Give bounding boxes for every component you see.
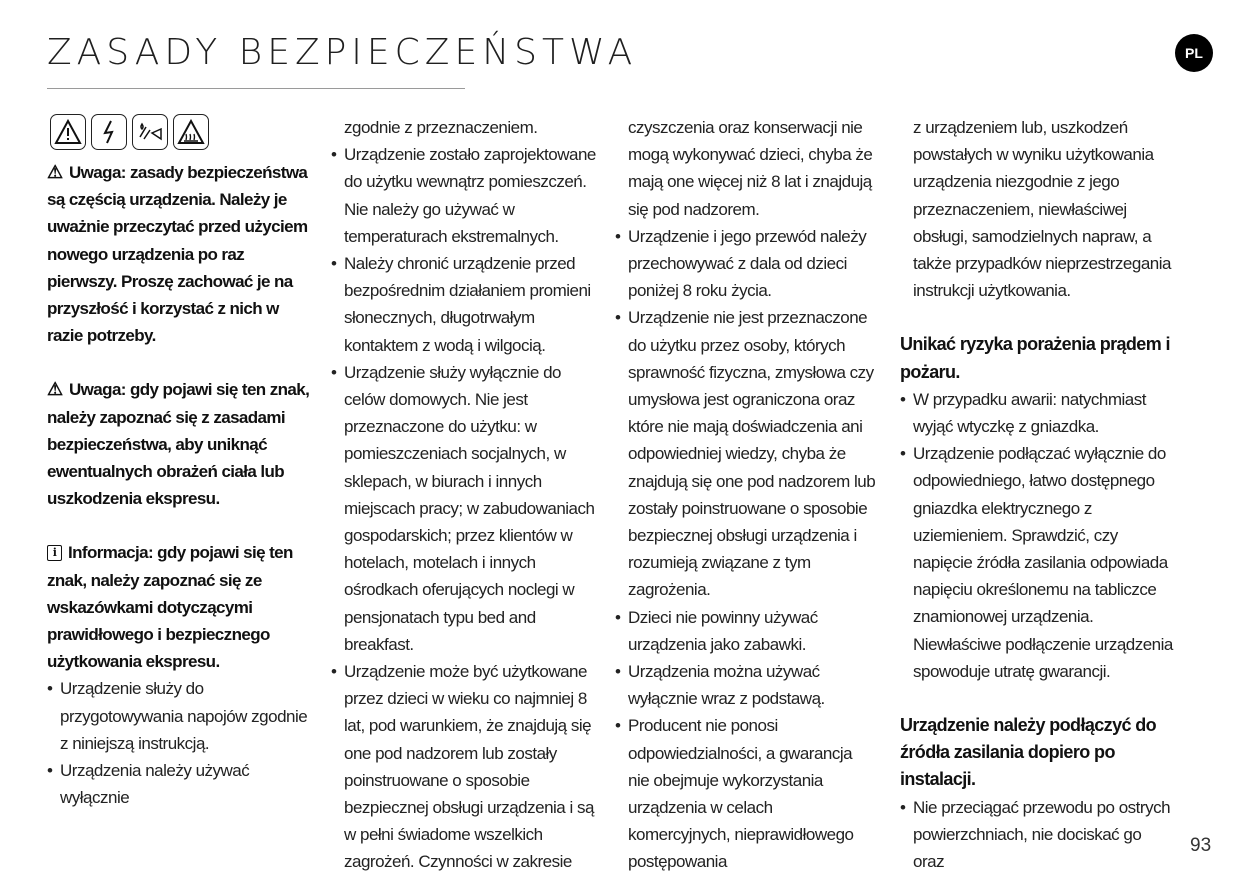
page-number: 93: [1190, 835, 1212, 856]
warning-triangle-icon: ⚠: [47, 162, 63, 182]
safety-icons-row: [50, 114, 209, 150]
title-divider: [47, 88, 465, 89]
list-item: • Urządzenia można używać wyłącznie wraz z podstawą.: [615, 658, 877, 712]
page-title: ZASADY BEZPIECZEŃSTWA: [47, 32, 638, 73]
info-note: i Informacja: gdy pojawi się ten znak, należy zapoznać się ze wskazówkami dotyczącymi prawidłowego i bezpiecznego użytkowania ekspresu.: [47, 543, 293, 672]
list-item: • Producent nie ponosi odpowiedzialności, a gwarancja nie obejmuje wykorzystania urządzenia w celach komercyjnych, nieprawidłowego postępowania: [615, 712, 877, 875]
warning-triangle-icon: ⚠: [47, 379, 63, 400]
list-item: • Dzieci nie powinny używać urządzenia jako zabawki.: [615, 604, 877, 658]
bullet-list: [47, 675, 315, 811]
list-item: • Urządzenie nie jest przeznaczone do użytku przez osoby, których sprawność fizyczna, zmysłowa czy umysłowa jest ograniczona oraz które nie mają doświadczenia ani odpowiedniej wiedzy, chyba że znajdują się one pod nadzorem lub zostały poinstruowane o sposobie bezpiecznej obsługi urządzenia i rozumieją związane z tym zagrożenia.: [615, 304, 877, 603]
warning-note-1: ⚠ Uwaga: zasady bezpieczeństwa są częścią urządzenia. Należy je uważnie przeczytać przed użyciem nowego urządzenia po raz pierwszy. Proszę zachować je na przyszłość i korzystać z nich w razie potrzeby.: [47, 159, 315, 349]
continuation-text: czyszczenia oraz konserwacji nie mogą wykonywać dzieci, chyba że mają one więcej niż 8 lat i znajdują się pod nadzorem.: [628, 118, 873, 219]
list-item: • W przypadku awarii: natychmiast wyjąć wtyczkę z gniazdka.: [900, 386, 1175, 440]
list-item: • Urządzenie zostało zaprojektowane do użytku wewnątrz pomieszczeń. Nie należy go używać w temperaturach ekstremalnych.: [331, 141, 601, 250]
list-item: • Urządzenie służy do przygotowywania napojów zgodnie z niniejszą instrukcją.: [47, 675, 315, 757]
hot-surface-icon: [173, 114, 209, 150]
list-item: • Urządzenie może być użytkowane przez dzieci w wieku co najmniej 8 lat, pod warunkiem, że znajdują się one pod nadzorem lub zostały poinstruowane o sposobie bezpiecznej obsługi urządzenia i są w pełni świadome wszelkich zagrożeń. Czynności w zakresie: [331, 658, 601, 876]
continuation-text: z urządzeniem lub, uszkodzeń powstałych w wyniku użytkowania urządzenia niezgodnie z jego przeznaczeniem, niewłaściwej obsługi, samodzielnych napraw, a także przypadków nieprzestrzegania instrukcji użytkowania.: [913, 118, 1171, 301]
warning-triangle-icon: [50, 114, 86, 150]
list-item: • Nie przeciągać przewodu po ostrych powierzchniach, nie dociskać go oraz: [900, 794, 1175, 876]
list-item: • Urządzenie i jego przewód należy przechowywać z dala od dzieci poniżej 8 roku życia.: [615, 223, 877, 305]
section-heading: Urządzenie należy podłączyć do źródła zasilania dopiero po instalacji.: [900, 715, 1157, 790]
bullet-list: [331, 141, 601, 875]
warning-note-2: ⚠ Uwaga: gdy pojawi się ten znak, należy zapoznać się z zasadami bezpieczeństwa, aby uniknąć ewentualnych obrażeń ciała lub uszkodzenia ekspresu.: [47, 376, 315, 512]
bullet-list: [900, 386, 1175, 685]
electric-bolt-icon: [91, 114, 127, 150]
bullet-list: [615, 223, 877, 876]
bullet-list: [900, 794, 1175, 876]
list-item: • Należy chronić urządzenie przed bezpośrednim działaniem promieni słonecznych, długotrwałym kontaktem z wodą i wilgocią.: [331, 250, 601, 359]
language-badge: PL: [1175, 34, 1213, 72]
list-item: • Urządzenie podłączać wyłącznie do odpowiedniego, łatwo dostępnego gniazdka elektrycznego z uziemieniem. Sprawdzić, czy napięcie źródła zasilania odpowiada napięciu określonemu na tabliczce znamionowej urządzenia. Niewłaściwe podłączenie urządzenia spowoduje utratę gwarancji.: [900, 440, 1175, 685]
list-item: • Urządzenia należy używać wyłącznie: [47, 757, 315, 811]
column-1: [47, 159, 315, 811]
continuation-text: zgodnie z przeznaczeniem.: [344, 118, 538, 137]
column-4: [900, 114, 1175, 875]
info-icon: i: [47, 545, 62, 561]
section-heading: Unikać ryzyka porażenia prądem i pożaru.: [900, 334, 1170, 382]
column-3: [615, 114, 877, 876]
column-2: [331, 114, 601, 876]
water-splash-icon: [132, 114, 168, 150]
list-item: • Urządzenie służy wyłącznie do celów domowych. Nie jest przeznaczone do użytku: w pomieszczeniach socjalnych, w sklepach, w biurach i innych miejscach pracy; w zabudowaniach gospodarskich; przez klientów w hotelach, motelach i innych ośrodkach oferujących noclegi w pensjonatach typu bed and breakfast.: [331, 359, 601, 658]
